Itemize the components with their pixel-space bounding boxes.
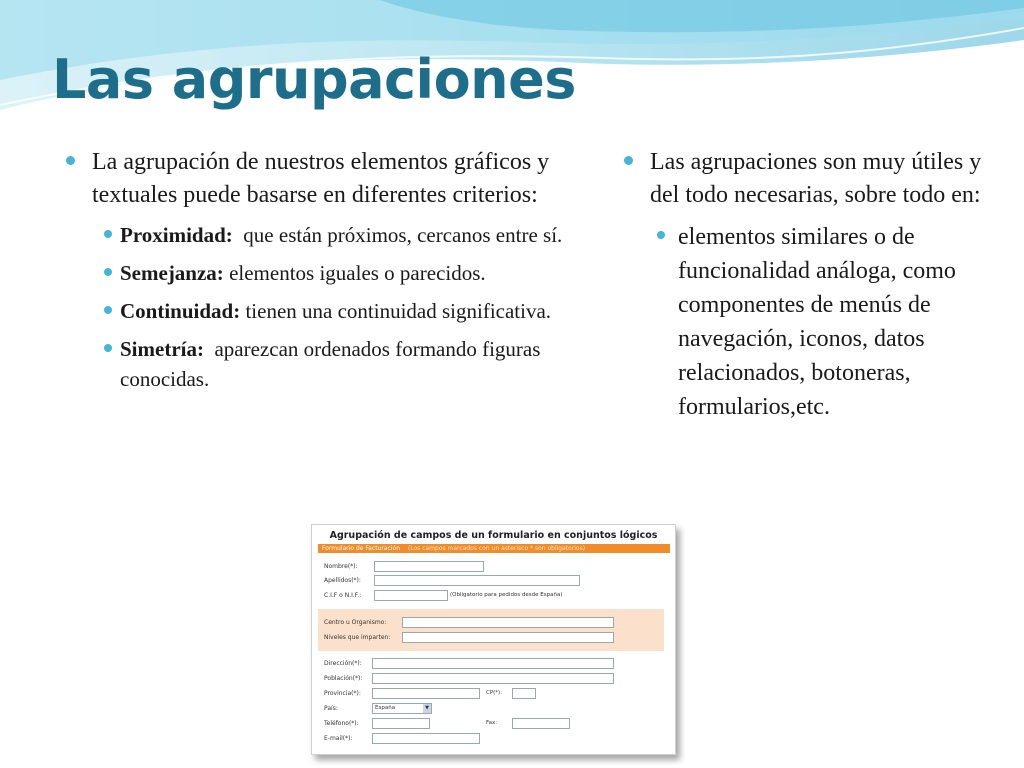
cif-field <box>374 590 448 601</box>
bullet-icon <box>104 268 112 276</box>
right-intro-text: Las agrupaciones son muy útiles y del todo necesarias, sobre todo en: <box>650 149 982 208</box>
bullet-icon <box>104 230 112 238</box>
criterion-text: tienen una continuidad significativa. <box>245 299 552 323</box>
bullet-icon <box>66 156 75 165</box>
field-label: Niveles que imparten: <box>324 634 391 641</box>
criterion-term: Continuidad: <box>120 299 241 323</box>
field-label: Centro u Organismo: <box>324 619 387 626</box>
criteria-list <box>92 220 566 394</box>
uses-list <box>650 220 994 424</box>
apellidos-field <box>374 575 580 586</box>
form-section-note: (Los campos marcados con un asterisco * son obligatorios) <box>407 545 586 552</box>
bullet-icon <box>657 231 665 239</box>
criterion-item <box>92 334 566 394</box>
field-label: Dirección(*): <box>324 660 362 667</box>
left-column <box>66 146 566 402</box>
cp-label: CP(*): <box>486 690 503 696</box>
field-label: E-mail(*): <box>324 735 353 742</box>
form-group-band <box>318 609 664 651</box>
criterion-item <box>92 220 566 250</box>
form-section-bar <box>318 544 670 553</box>
left-intro-item <box>66 146 566 394</box>
bullet-icon <box>624 156 633 165</box>
form-image-title: Agrupación de campos de un formulario en conjuntos lógicos <box>329 530 658 541</box>
criterion-term: Proximidad: <box>120 223 233 247</box>
bullet-icon <box>104 344 112 352</box>
form-section-label: Formulario de Facturación <box>322 545 400 552</box>
email-field <box>372 733 480 744</box>
field-label: País: <box>324 705 338 712</box>
criterion-term: Semejanza: <box>120 261 224 285</box>
criterion-item <box>92 258 566 288</box>
cp-field <box>512 688 536 699</box>
field-label: Nombre(*): <box>324 563 358 570</box>
nombre-field <box>374 561 484 572</box>
fax-label: Fax: <box>486 720 498 726</box>
criterion-term: Simetría: <box>120 337 204 361</box>
provincia-field <box>372 688 480 699</box>
direccion-field <box>372 658 614 669</box>
field-label: Apellidos(*): <box>324 577 361 584</box>
field-label: Población(*): <box>324 675 363 682</box>
field-label: Provincia(*): <box>324 690 361 697</box>
telefono-field <box>372 718 430 729</box>
field-label: C.I.F o N.I.F.: <box>324 592 362 599</box>
pais-select <box>372 703 432 714</box>
niveles-field <box>402 632 614 643</box>
slide-title: Las agrupaciones <box>52 48 576 111</box>
field-label: Teléfono(*): <box>324 720 359 727</box>
centro-field <box>402 617 614 628</box>
criterion-text: que están próximos, cercanos entre sí. <box>243 223 563 247</box>
criterion-text: aparezcan ordenados formando figuras conocidas. <box>120 337 541 391</box>
bullet-icon <box>104 306 112 314</box>
uses-item <box>650 220 994 424</box>
cif-note: (Obligatorio para pedidos desde España) <box>450 592 563 598</box>
criterion-text: elementos iguales o parecidos. <box>229 261 486 285</box>
right-intro-item <box>624 146 994 424</box>
left-intro-text: La agrupación de nuestros elementos gráficos y textuales puede basarse en diferentes criterios: <box>92 149 550 208</box>
uses-text: elementos similares o de funcionalidad análoga, como componentes de menús de navegación, iconos, datos relacionados, botoneras, formularios,etc. <box>678 224 956 420</box>
fax-field <box>512 718 570 729</box>
chevron-down-icon: ▼ <box>423 704 431 713</box>
pais-value: España <box>375 705 396 711</box>
criterion-item <box>92 296 566 326</box>
right-column <box>624 146 994 432</box>
poblacion-field <box>372 673 614 684</box>
form-grouping-image <box>311 524 676 755</box>
